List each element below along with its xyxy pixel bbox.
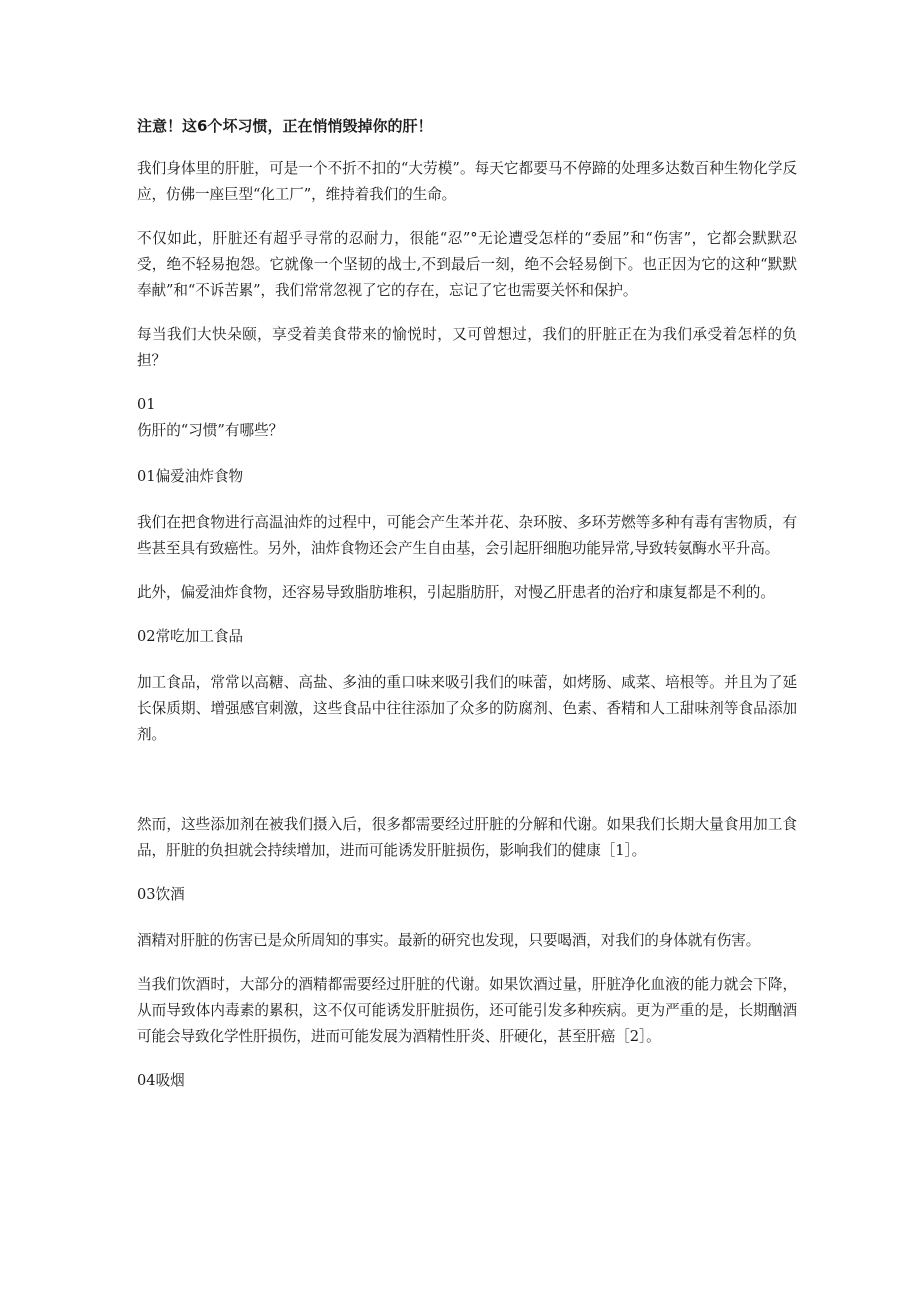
document-page (137, 114, 797, 1114)
intro-paragraph-3: 每当我们大快朵颐，享受着美食带来的愉悦时，又可曾想过，我们的肝脏正在为我们承受着怎样的负担？ (137, 326, 797, 369)
habit-4-heading: 04吸烟 (137, 1072, 185, 1089)
habit-3-paragraph-2: 当我们饮酒时，大部分的酒精都需要经过肝脏的代谢。如果饮酒过量，肝脏净化血液的能力就会下降，从而导致体内毒素的累积，这不仅可能诱发肝脏损伤，还可能引发多种疾病。更为严重的是，长期酗酒可能会导致化学性肝损伤，进而可能发展为酒精性肝炎、肝硬化，甚至肝癌［2］。 (137, 976, 797, 1045)
intro-paragraph-2: 不仅如此，肝脏还有超乎寻常的忍耐力，很能“忍”°无论遭受怎样的“委屈”和“伤害”，它都会默默忍受，绝不轻易抱怨。它就像一个坚韧的战士,不到最后一刻，绝不会轻易倒下。也正因为它的这种“默默奉献”和“不诉苦累”，我们常常忽视了它的存在，忘记了它也需要关怀和保护。 (137, 230, 797, 299)
habit-1-heading: 01偏爱油炸食物 (137, 468, 244, 485)
habit-2-paragraph-1: 加工食品，常常以高糖、高盐、多油的重口味来吸引我们的味蕾，如烤肠、咸菜、培根等。并且为了延长保质期、增强感官刺激，这些食品中往往添加了众多的防腐剂、色素、香精和人工甜味剂等食品添加剂。 (137, 674, 797, 743)
section-number: 01 (137, 396, 156, 413)
intro-paragraph-1: 我们身体里的肝脏，可是一个不折不扣的“大劳模”。每天它都要马不停蹄的处理多达数百种生物化学反应，仿佛一座巨型“化工厂”，维持着我们的生命。 (137, 160, 797, 203)
article-title: 注意！这6个坏习惯，正在悄悄毁掉你的肝！ (137, 117, 433, 135)
habit-2-paragraph-2: 然而，这些添加剂在被我们摄入后，很多都需要经过肝脏的分解和代谢。如果我们长期大量食用加工食品，肝脏的负担就会持续增加，进而可能诱发肝脏损伤，影响我们的健康［1］。 (137, 816, 797, 859)
habit-1-paragraph-2: 此外，偏爱油炸食物，还容易导致脂肪堆积，引起脂肪肝，对慢乙肝患者的治疗和康复都是不利的。 (137, 584, 775, 601)
habit-3-paragraph-1: 酒精对肝脏的伤害已是众所周知的事实。最新的研究也发现，只要喝酒，对我们的身体就有伤害。 (137, 932, 761, 949)
habit-1-paragraph-1: 我们在把食物进行高温油炸的过程中，可能会产生苯并花、杂环胺、多环芳燃等多种有毒有害物质，有些甚至具有致癌性。另外，油炸食物还会产生自由基，会引起肝细胞功能异常,导致转氨酶水平升高。 (137, 514, 797, 557)
habit-2-heading: 02常吃加工食品 (137, 628, 244, 645)
blank-space (137, 766, 797, 812)
habit-3-heading: 03饮酒 (137, 886, 185, 903)
section-title: 伤肝的“习惯”有哪些？ (137, 422, 284, 439)
